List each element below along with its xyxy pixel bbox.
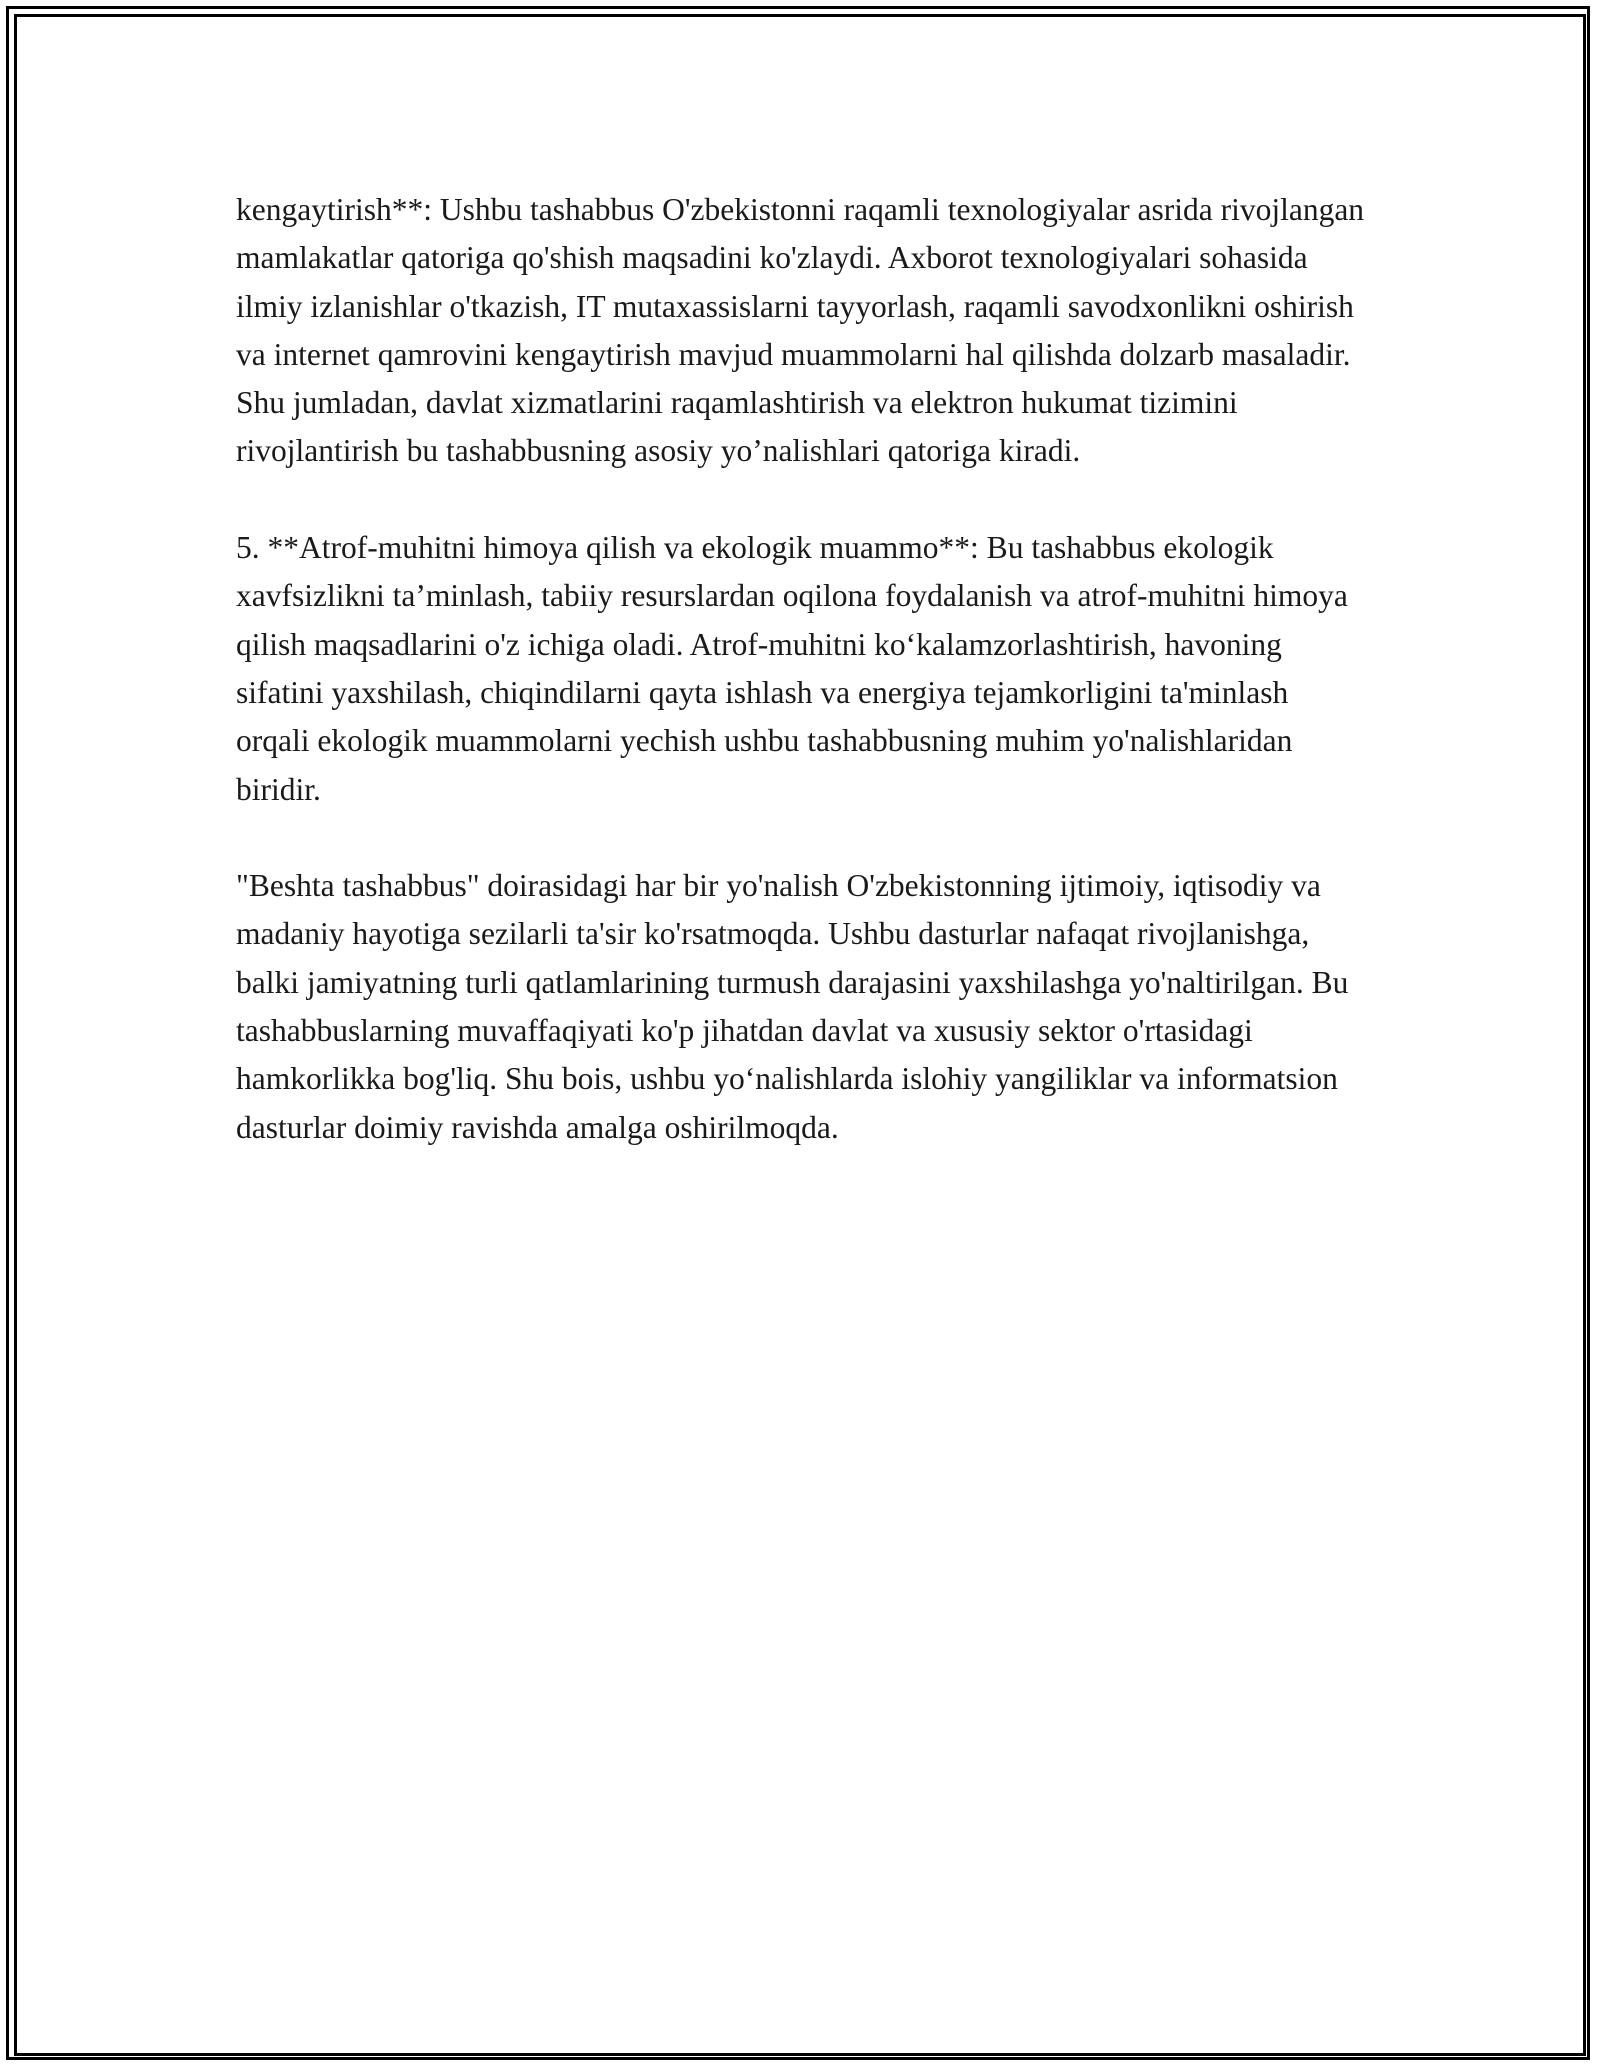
- paragraph-digital-expansion: kengaytirish**: Ushbu tashabbus O'zbekistonni raqamli texnologiyalar asrida rivojlangan mamlakatlar qatoriga qo'shish maqsadini ko'zlaydi. Axborot texnologiyalari sohasida ilmiy izlanishlar o'tkazish, IT mutaxassislarni tayyorlash, raqamli savodxonlikni oshirish va internet qamrovini kengaytirish mavjud muammolarni hal qilishda dolzarb masaladir. Shu jumladan, davlat xizmatlarini raqamlashtirish va elektron hukumat tizimini rivojlantirish bu tashabbusning asosiy yo’nalishlari qatoriga kiradi.: [236, 192, 1365, 469]
- paragraph-five-initiatives-summary: "Beshta tashabbus" doirasidagi har bir yo'nalish O'zbekistonning ijtimoiy, iqtisodiy va madaniy hayotiga sezilarli ta'sir ko'rsatmoqda. Ushbu dasturlar nafaqat rivojlanishga, balki jamiyatning turli qatlamlarining turmush darajasini yaxshilashga yo'naltirilgan. Bu tashabbuslarning muvaffaqiyati ko'p jihatdan davlat va xususiy sektor o'rtasidagi hamkorlikka bog'liq. Shu bois, ushbu yo‘nalishlarda islohiy yangiliklar va informatsion dasturlar doimiy ravishda amalga oshirilmoqda.: [236, 868, 1349, 1145]
- paragraph-environment-protection: 5. **Atrof-muhitni himoya qilish va ekologik muammo**: Bu tashabbus ekologik xavfsizlikni ta’minlash, tabiiy resurslardan oqilona foydalanish va atrof-muhitni himoya qilish maqsadlarini o'z ichiga oladi. Atrof-muhitni ko‘kalamzorlashtirish, havoning sifatini yaxshilash, chiqindilarni qayta ishlash va energiya tejamkorligini ta'minlash orqali ekologik muammolarni yechish ushbu tashabbusning muhim yo'nalishlaridan biridir.: [236, 530, 1348, 807]
- document-body: [236, 186, 1366, 1200]
